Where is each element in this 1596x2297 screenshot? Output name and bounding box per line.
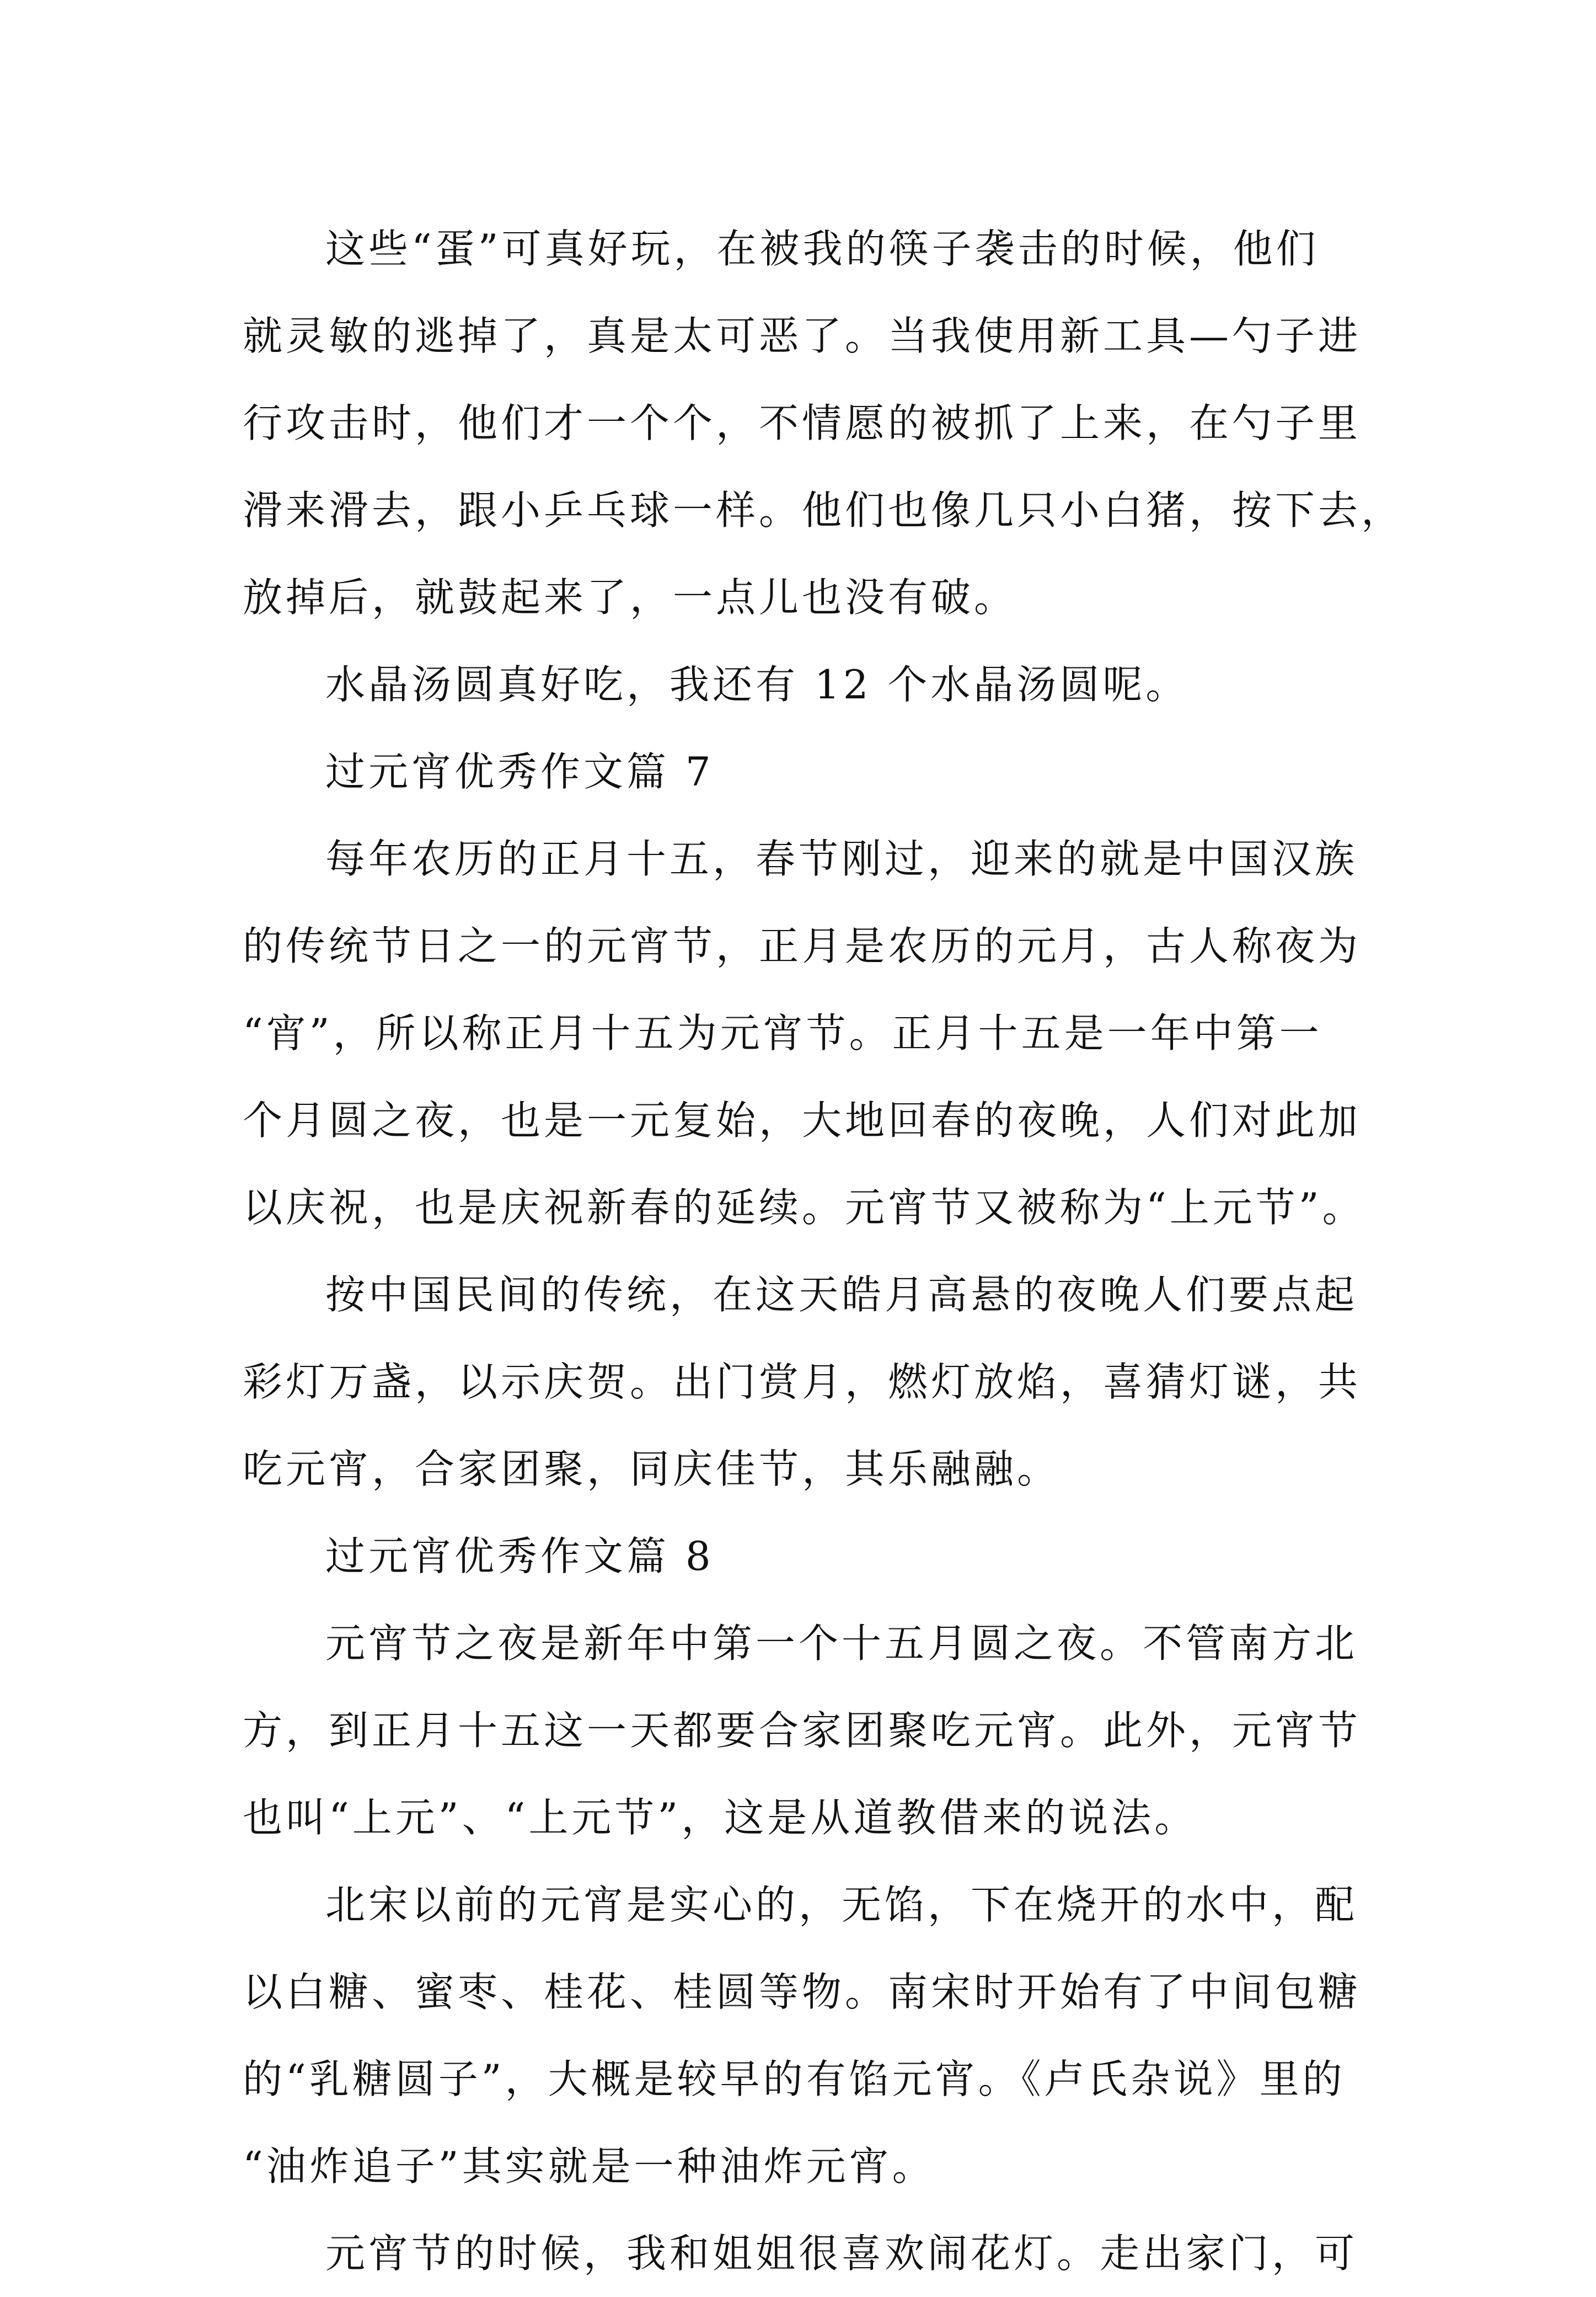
- text-line: 方，到正月十五这一天都要合家团聚吃元宵。此外，元宵节: [243, 1707, 1362, 1754]
- text-line: “宵”，所以称正月十五为元宵节。正月十五是一年中第一: [243, 1010, 1322, 1056]
- section-heading: 过元宵优秀作文篇 7: [325, 749, 714, 795]
- text-line: 的传统节日之一的元宵节，正月是农历的元月，古人称夜为: [243, 923, 1362, 969]
- text-line: 水晶汤圆真好吃，我还有 12 个水晶汤圆呢。: [325, 661, 1189, 708]
- text-line: 吃元宵，合家团聚，同庆佳节，其乐融融。: [243, 1446, 1061, 1492]
- text-line: 就灵敏的逃掉了，真是太可恶了。当我使用新工具—勺子进: [243, 313, 1362, 359]
- text-line: 元宵节之夜是新年中第一个十五月圆之夜。不管南方北: [325, 1620, 1358, 1666]
- text-line: 的“乳糖圆子”，大概是较早的有馅元宵。《卢氏杂说》里的: [243, 2056, 1346, 2102]
- text-line: 个月圆之夜，也是一元复始，大地回春的夜晚，人们对此加: [243, 1097, 1362, 1144]
- text-line: 彩灯万盏，以示庆贺。出门赏月，燃灯放焰，喜猜灯谜，共: [243, 1359, 1362, 1405]
- text-line: 这些“蛋”可真好玩，在被我的筷子袭击的时候，他们: [325, 226, 1319, 272]
- text-line: 元宵节的时候，我和姐姐很喜欢闹花灯。走出家门，可: [325, 2230, 1358, 2277]
- text-line: 以庆祝，也是庆祝新春的延续。元宵节又被称为“上元节”。: [243, 1184, 1365, 1231]
- text-line: 滑来滑去，跟小乒乓球一样。他们也像几只小白猪，按下去，: [243, 487, 1405, 533]
- text-line: 也叫“上元”、“上元节”，这是从道教借来的说法。: [243, 1794, 1198, 1841]
- text-line: 北宋以前的元宵是实心的，无馅，下在烧开的水中，配: [325, 1882, 1358, 1928]
- text-line: 放掉后，就鼓起来了，一点儿也没有破。: [243, 574, 1017, 621]
- section-heading: 过元宵优秀作文篇 8: [325, 1533, 714, 1579]
- text-line: 每年农历的正月十五，春节刚过，迎来的就是中国汉族: [325, 836, 1358, 882]
- text-line: 以白糖、蜜枣、桂花、桂圆等物。南宋时开始有了中间包糖: [243, 1969, 1362, 2015]
- text-line: 行攻击时，他们才一个个，不情愿的被抓了上来，在勺子里: [243, 400, 1362, 446]
- text-line: 按中国民间的传统，在这天皓月高悬的夜晚人们要点起: [325, 1272, 1358, 1318]
- text-line: “油炸追子”其实就是一种油炸元宵。: [243, 2143, 935, 2189]
- document-body: [243, 205, 1405, 2297]
